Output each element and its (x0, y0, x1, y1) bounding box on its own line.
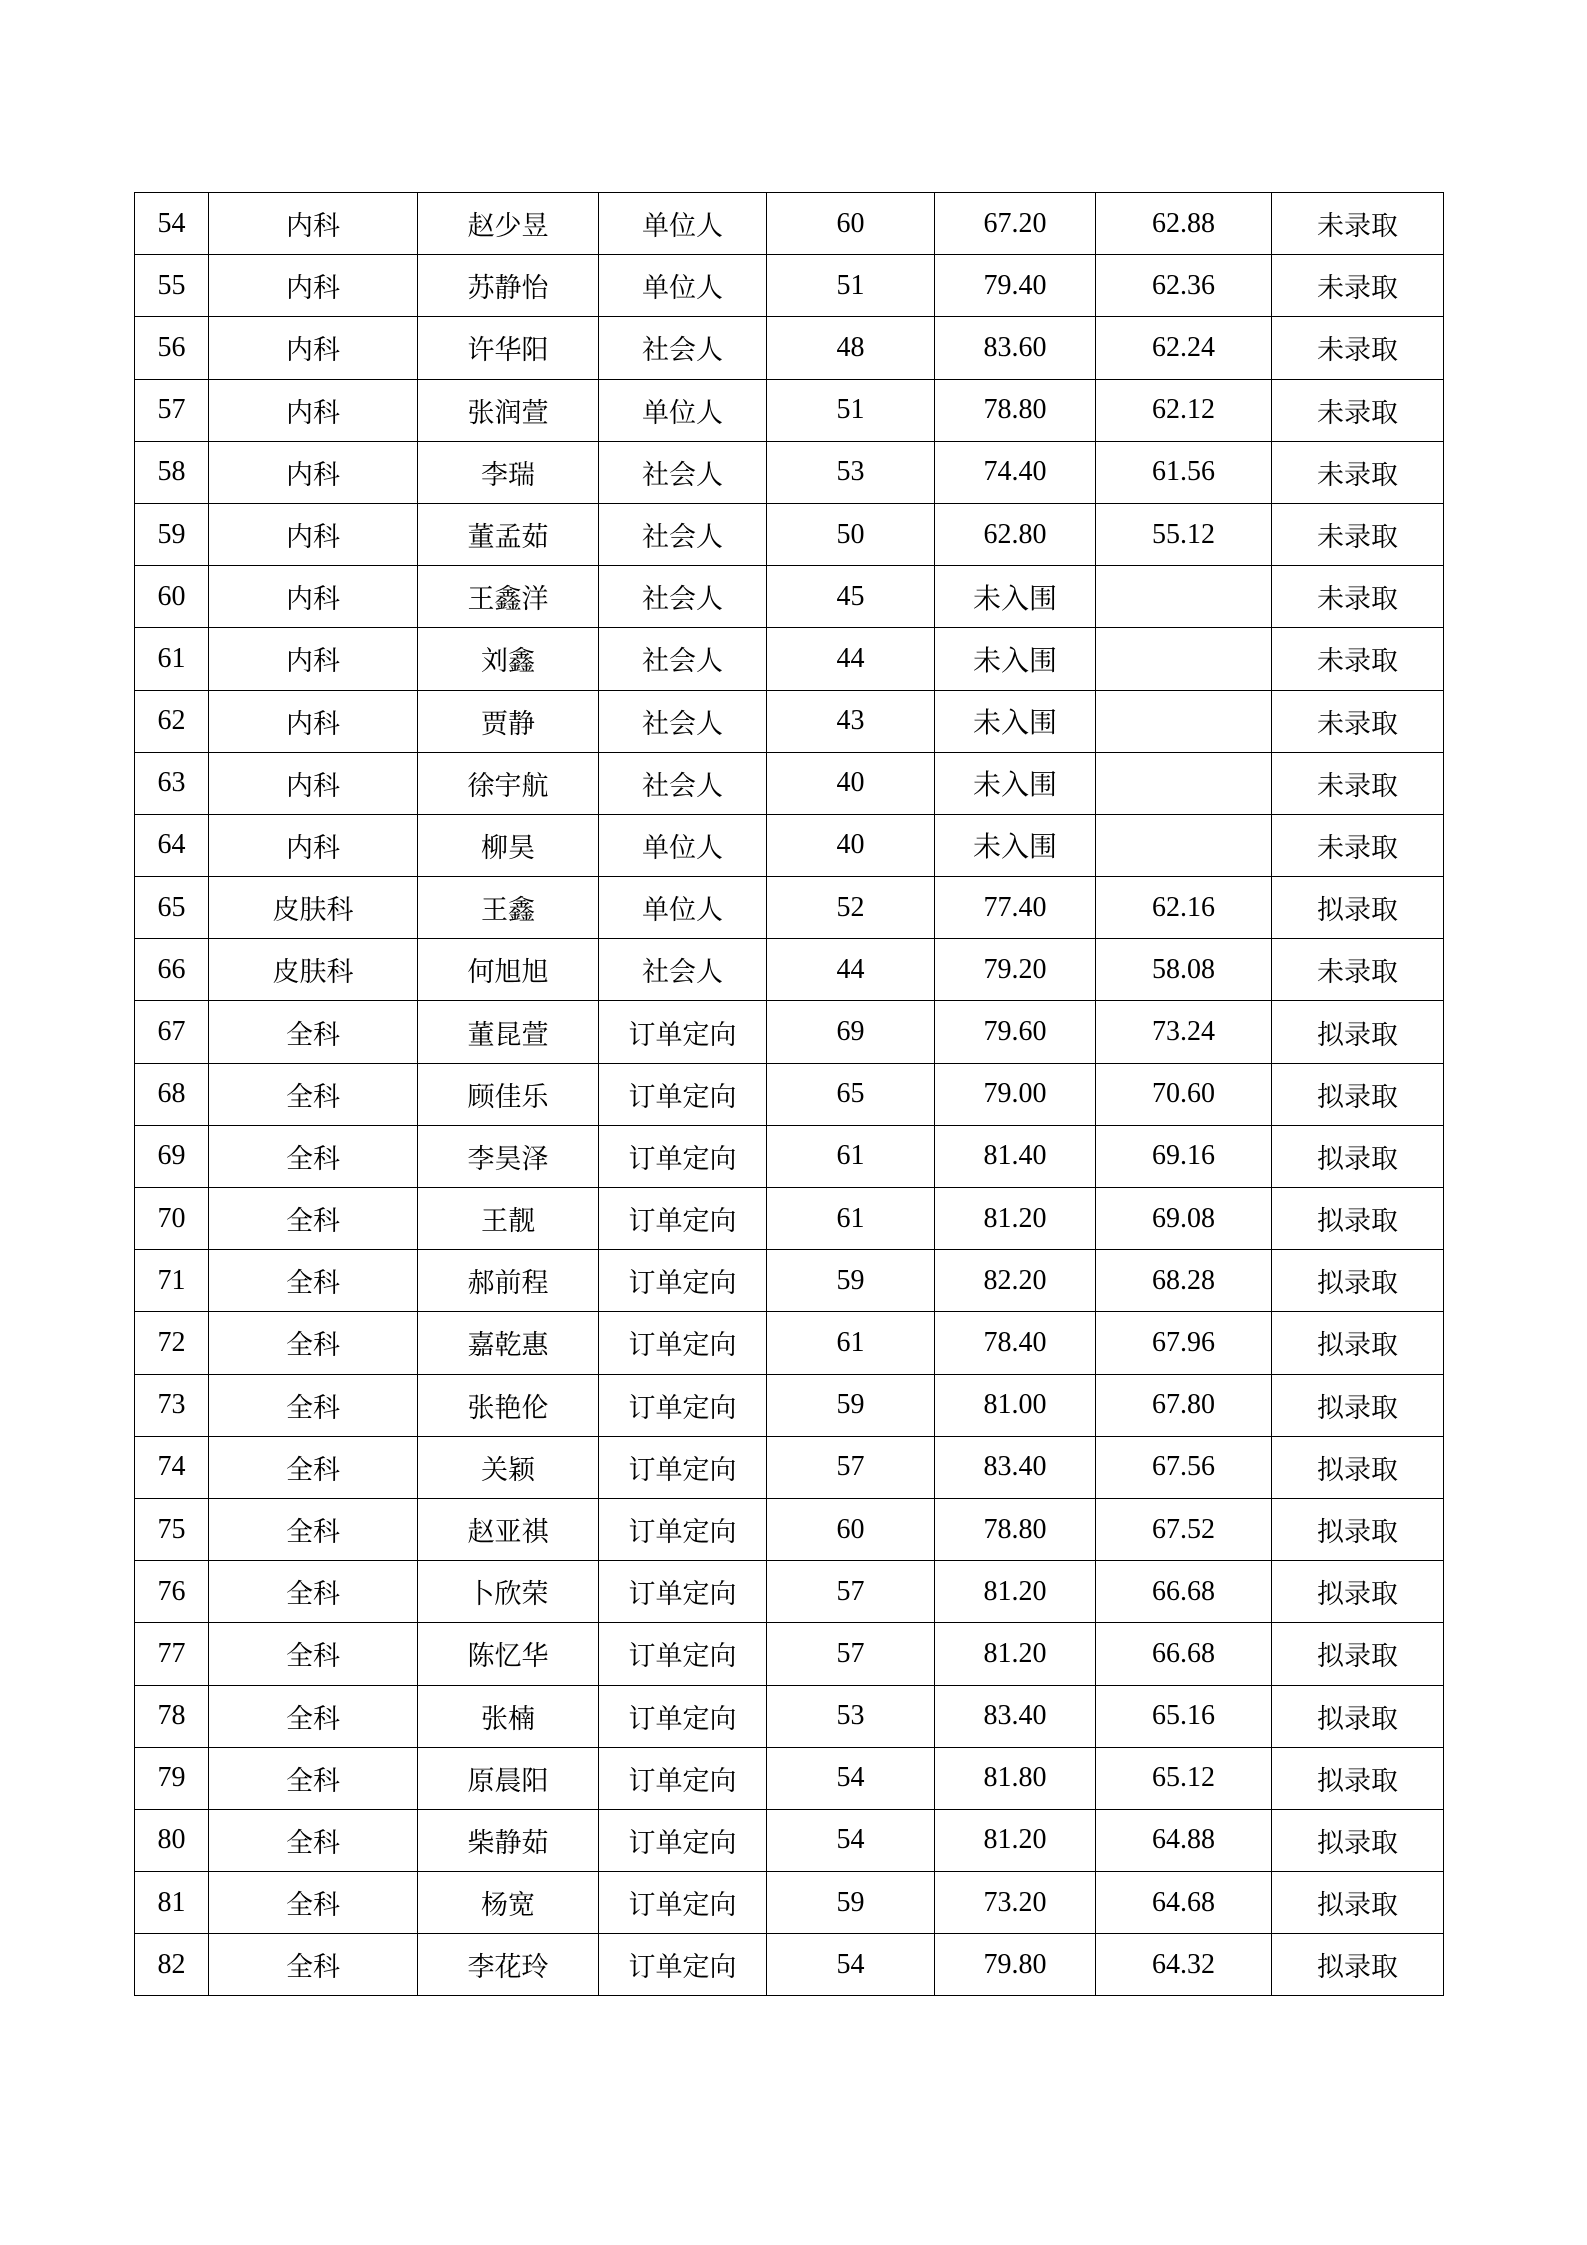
department-cell: 全科 (209, 1809, 418, 1871)
department-cell: 全科 (209, 1250, 418, 1312)
table-row (135, 1001, 1444, 1063)
candidate-name-cell: 柳昊 (418, 814, 599, 876)
written-score-cell: 59 (767, 1250, 935, 1312)
written-score-cell: 59 (767, 1374, 935, 1436)
written-score-cell: 65 (767, 1063, 935, 1125)
candidate-type-cell: 订单定向 (599, 1934, 767, 1996)
interview-score-cell: 79.20 (935, 939, 1096, 1001)
interview-score-cell: 78.80 (935, 379, 1096, 441)
interview-score-cell: 81.20 (935, 1623, 1096, 1685)
total-score-cell: 62.88 (1096, 193, 1272, 255)
table-row (135, 1125, 1444, 1187)
row-number-cell: 67 (135, 1001, 209, 1063)
candidate-type-cell: 单位人 (599, 814, 767, 876)
admission-result-cell: 拟录取 (1272, 1934, 1444, 1996)
candidate-type-cell: 订单定向 (599, 1374, 767, 1436)
candidate-type-cell: 单位人 (599, 379, 767, 441)
total-score-cell: 64.68 (1096, 1872, 1272, 1934)
total-score-cell (1096, 752, 1272, 814)
candidate-type-cell: 社会人 (599, 317, 767, 379)
row-number-cell: 56 (135, 317, 209, 379)
candidate-name-cell: 何旭旭 (418, 939, 599, 1001)
department-cell: 全科 (209, 1125, 418, 1187)
row-number-cell: 54 (135, 193, 209, 255)
total-score-cell: 67.96 (1096, 1312, 1272, 1374)
department-cell: 内科 (209, 503, 418, 565)
total-score-cell: 67.56 (1096, 1436, 1272, 1498)
candidate-type-cell: 单位人 (599, 877, 767, 939)
row-number-cell: 80 (135, 1809, 209, 1871)
written-score-cell: 60 (767, 193, 935, 255)
admission-result-cell: 未录取 (1272, 752, 1444, 814)
total-score-cell: 67.52 (1096, 1498, 1272, 1560)
interview-score-cell: 77.40 (935, 877, 1096, 939)
candidate-name-cell: 李瑞 (418, 441, 599, 503)
total-score-cell: 66.68 (1096, 1561, 1272, 1623)
table-row (135, 1498, 1444, 1560)
written-score-cell: 61 (767, 1188, 935, 1250)
admission-result-cell: 未录取 (1272, 628, 1444, 690)
row-number-cell: 63 (135, 752, 209, 814)
candidate-name-cell: 赵少昱 (418, 193, 599, 255)
table-row (135, 1436, 1444, 1498)
department-cell: 全科 (209, 1188, 418, 1250)
total-score-cell: 69.16 (1096, 1125, 1272, 1187)
candidate-name-cell: 张润萱 (418, 379, 599, 441)
candidate-name-cell: 王靓 (418, 1188, 599, 1250)
row-number-cell: 62 (135, 690, 209, 752)
interview-score-cell: 74.40 (935, 441, 1096, 503)
row-number-cell: 59 (135, 503, 209, 565)
candidate-name-cell: 郝前程 (418, 1250, 599, 1312)
candidate-type-cell: 订单定向 (599, 1685, 767, 1747)
total-score-cell (1096, 566, 1272, 628)
total-score-cell: 66.68 (1096, 1623, 1272, 1685)
row-number-cell: 57 (135, 379, 209, 441)
candidate-type-cell: 订单定向 (599, 1747, 767, 1809)
candidate-name-cell: 陈忆华 (418, 1623, 599, 1685)
table-row (135, 379, 1444, 441)
total-score-cell: 65.16 (1096, 1685, 1272, 1747)
row-number-cell: 78 (135, 1685, 209, 1747)
admission-result-cell: 未录取 (1272, 566, 1444, 628)
interview-score-cell: 79.60 (935, 1001, 1096, 1063)
candidate-name-cell: 嘉乾惠 (418, 1312, 599, 1374)
row-number-cell: 81 (135, 1872, 209, 1934)
interview-score-cell: 79.80 (935, 1934, 1096, 1996)
department-cell: 全科 (209, 1685, 418, 1747)
row-number-cell: 64 (135, 814, 209, 876)
total-score-cell: 62.24 (1096, 317, 1272, 379)
total-score-cell: 64.32 (1096, 1934, 1272, 1996)
written-score-cell: 69 (767, 1001, 935, 1063)
table-row (135, 1934, 1444, 1996)
row-number-cell: 60 (135, 566, 209, 628)
interview-score-cell: 83.40 (935, 1436, 1096, 1498)
department-cell: 全科 (209, 1623, 418, 1685)
total-score-cell (1096, 814, 1272, 876)
candidate-type-cell: 订单定向 (599, 1498, 767, 1560)
table-row (135, 1374, 1444, 1436)
candidate-name-cell: 赵亚祺 (418, 1498, 599, 1560)
department-cell: 全科 (209, 1872, 418, 1934)
interview-score-cell: 未入围 (935, 628, 1096, 690)
admission-result-cell: 拟录取 (1272, 1685, 1444, 1747)
admission-result-cell: 拟录取 (1272, 1498, 1444, 1560)
department-cell: 皮肤科 (209, 939, 418, 1001)
admission-result-cell: 拟录取 (1272, 1623, 1444, 1685)
interview-score-cell: 81.00 (935, 1374, 1096, 1436)
candidate-type-cell: 社会人 (599, 441, 767, 503)
candidate-type-cell: 订单定向 (599, 1188, 767, 1250)
admission-result-cell: 拟录取 (1272, 1436, 1444, 1498)
row-number-cell: 77 (135, 1623, 209, 1685)
department-cell: 全科 (209, 1001, 418, 1063)
written-score-cell: 57 (767, 1561, 935, 1623)
written-score-cell: 61 (767, 1312, 935, 1374)
table-row (135, 1188, 1444, 1250)
candidate-name-cell: 贾静 (418, 690, 599, 752)
written-score-cell: 54 (767, 1747, 935, 1809)
table-row (135, 814, 1444, 876)
admission-result-cell: 未录取 (1272, 255, 1444, 317)
candidate-name-cell: 王鑫洋 (418, 566, 599, 628)
written-score-cell: 60 (767, 1498, 935, 1560)
row-number-cell: 58 (135, 441, 209, 503)
admission-result-cell: 未录取 (1272, 193, 1444, 255)
admission-result-cell: 未录取 (1272, 379, 1444, 441)
admission-result-cell: 未录取 (1272, 503, 1444, 565)
candidate-name-cell: 关颖 (418, 1436, 599, 1498)
candidate-type-cell: 社会人 (599, 752, 767, 814)
candidate-name-cell: 李昊泽 (418, 1125, 599, 1187)
row-number-cell: 72 (135, 1312, 209, 1374)
candidate-type-cell: 社会人 (599, 503, 767, 565)
total-score-cell: 73.24 (1096, 1001, 1272, 1063)
candidate-name-cell: 杨宽 (418, 1872, 599, 1934)
department-cell: 内科 (209, 255, 418, 317)
interview-score-cell: 79.00 (935, 1063, 1096, 1125)
department-cell: 全科 (209, 1374, 418, 1436)
interview-score-cell: 未入围 (935, 690, 1096, 752)
table-row (135, 1809, 1444, 1871)
row-number-cell: 69 (135, 1125, 209, 1187)
table-row (135, 1623, 1444, 1685)
row-number-cell: 66 (135, 939, 209, 1001)
department-cell: 全科 (209, 1747, 418, 1809)
written-score-cell: 44 (767, 628, 935, 690)
interview-score-cell: 81.80 (935, 1747, 1096, 1809)
admission-result-cell: 拟录取 (1272, 1809, 1444, 1871)
total-score-cell: 62.36 (1096, 255, 1272, 317)
written-score-cell: 54 (767, 1934, 935, 1996)
written-score-cell: 40 (767, 752, 935, 814)
candidate-type-cell: 订单定向 (599, 1561, 767, 1623)
table-row (135, 877, 1444, 939)
interview-score-cell: 82.20 (935, 1250, 1096, 1312)
written-score-cell: 51 (767, 255, 935, 317)
department-cell: 内科 (209, 379, 418, 441)
row-number-cell: 79 (135, 1747, 209, 1809)
candidate-name-cell: 董孟茹 (418, 503, 599, 565)
written-score-cell: 40 (767, 814, 935, 876)
written-score-cell: 59 (767, 1872, 935, 1934)
candidate-type-cell: 订单定向 (599, 1125, 767, 1187)
admission-result-cell: 未录取 (1272, 690, 1444, 752)
admission-result-cell: 拟录取 (1272, 1063, 1444, 1125)
candidate-type-cell: 订单定向 (599, 1250, 767, 1312)
written-score-cell: 54 (767, 1809, 935, 1871)
total-score-cell: 61.56 (1096, 441, 1272, 503)
written-score-cell: 48 (767, 317, 935, 379)
interview-score-cell: 83.60 (935, 317, 1096, 379)
department-cell: 全科 (209, 1312, 418, 1374)
interview-score-cell: 未入围 (935, 814, 1096, 876)
written-score-cell: 57 (767, 1623, 935, 1685)
candidate-type-cell: 社会人 (599, 690, 767, 752)
admission-result-cell: 拟录取 (1272, 1001, 1444, 1063)
department-cell: 全科 (209, 1934, 418, 1996)
candidate-name-cell: 顾佳乐 (418, 1063, 599, 1125)
written-score-cell: 53 (767, 441, 935, 503)
admission-result-cell: 拟录取 (1272, 1374, 1444, 1436)
row-number-cell: 73 (135, 1374, 209, 1436)
department-cell: 全科 (209, 1436, 418, 1498)
table-row (135, 1872, 1444, 1934)
table-row (135, 1312, 1444, 1374)
admission-result-cell: 未录取 (1272, 317, 1444, 379)
row-number-cell: 61 (135, 628, 209, 690)
table-row (135, 690, 1444, 752)
admission-result-cell: 未录取 (1272, 814, 1444, 876)
written-score-cell: 53 (767, 1685, 935, 1747)
candidate-type-cell: 订单定向 (599, 1063, 767, 1125)
admission-result-cell: 未录取 (1272, 939, 1444, 1001)
table-row (135, 752, 1444, 814)
interview-score-cell: 78.40 (935, 1312, 1096, 1374)
department-cell: 内科 (209, 690, 418, 752)
written-score-cell: 50 (767, 503, 935, 565)
interview-score-cell: 78.80 (935, 1498, 1096, 1560)
department-cell: 内科 (209, 752, 418, 814)
results-table-body (135, 193, 1444, 1996)
total-score-cell: 69.08 (1096, 1188, 1272, 1250)
candidate-name-cell: 原晨阳 (418, 1747, 599, 1809)
interview-score-cell: 81.20 (935, 1561, 1096, 1623)
interview-score-cell: 81.20 (935, 1809, 1096, 1871)
interview-score-cell: 81.20 (935, 1188, 1096, 1250)
admission-result-cell: 拟录取 (1272, 1188, 1444, 1250)
total-score-cell: 67.80 (1096, 1374, 1272, 1436)
total-score-cell: 70.60 (1096, 1063, 1272, 1125)
table-row (135, 441, 1444, 503)
department-cell: 皮肤科 (209, 877, 418, 939)
department-cell: 内科 (209, 441, 418, 503)
row-number-cell: 65 (135, 877, 209, 939)
table-row (135, 1747, 1444, 1809)
row-number-cell: 68 (135, 1063, 209, 1125)
total-score-cell: 62.12 (1096, 379, 1272, 441)
candidate-type-cell: 社会人 (599, 939, 767, 1001)
candidate-type-cell: 社会人 (599, 566, 767, 628)
interview-score-cell: 81.40 (935, 1125, 1096, 1187)
row-number-cell: 82 (135, 1934, 209, 1996)
total-score-cell: 64.88 (1096, 1809, 1272, 1871)
row-number-cell: 76 (135, 1561, 209, 1623)
candidate-type-cell: 单位人 (599, 255, 767, 317)
table-row (135, 939, 1444, 1001)
written-score-cell: 51 (767, 379, 935, 441)
candidate-type-cell: 订单定向 (599, 1436, 767, 1498)
written-score-cell: 57 (767, 1436, 935, 1498)
candidate-name-cell: 王鑫 (418, 877, 599, 939)
total-score-cell: 62.16 (1096, 877, 1272, 939)
table-row (135, 317, 1444, 379)
table-row (135, 255, 1444, 317)
candidate-name-cell: 刘鑫 (418, 628, 599, 690)
row-number-cell: 75 (135, 1498, 209, 1560)
table-row (135, 1685, 1444, 1747)
interview-score-cell: 79.40 (935, 255, 1096, 317)
interview-score-cell: 83.40 (935, 1685, 1096, 1747)
written-score-cell: 44 (767, 939, 935, 1001)
admission-result-cell: 拟录取 (1272, 1747, 1444, 1809)
admission-result-cell: 拟录取 (1272, 1872, 1444, 1934)
interview-score-cell: 未入围 (935, 566, 1096, 628)
table-row (135, 1250, 1444, 1312)
admission-result-cell: 拟录取 (1272, 877, 1444, 939)
candidate-type-cell: 订单定向 (599, 1001, 767, 1063)
candidate-name-cell: 李花玲 (418, 1934, 599, 1996)
written-score-cell: 61 (767, 1125, 935, 1187)
department-cell: 全科 (209, 1063, 418, 1125)
total-score-cell: 58.08 (1096, 939, 1272, 1001)
candidate-type-cell: 订单定向 (599, 1312, 767, 1374)
department-cell: 全科 (209, 1498, 418, 1560)
department-cell: 内科 (209, 814, 418, 876)
row-number-cell: 71 (135, 1250, 209, 1312)
candidate-type-cell: 单位人 (599, 193, 767, 255)
admission-result-cell: 拟录取 (1272, 1125, 1444, 1187)
row-number-cell: 70 (135, 1188, 209, 1250)
total-score-cell: 55.12 (1096, 503, 1272, 565)
candidate-name-cell: 董昆萱 (418, 1001, 599, 1063)
department-cell: 内科 (209, 566, 418, 628)
admission-result-cell: 拟录取 (1272, 1250, 1444, 1312)
candidate-name-cell: 苏静怡 (418, 255, 599, 317)
total-score-cell (1096, 690, 1272, 752)
total-score-cell: 65.12 (1096, 1747, 1272, 1809)
interview-score-cell: 未入围 (935, 752, 1096, 814)
row-number-cell: 74 (135, 1436, 209, 1498)
written-score-cell: 52 (767, 877, 935, 939)
table-row (135, 193, 1444, 255)
candidate-type-cell: 订单定向 (599, 1623, 767, 1685)
interview-score-cell: 62.80 (935, 503, 1096, 565)
written-score-cell: 43 (767, 690, 935, 752)
candidate-name-cell: 徐宇航 (418, 752, 599, 814)
department-cell: 全科 (209, 1561, 418, 1623)
row-number-cell: 55 (135, 255, 209, 317)
department-cell: 内科 (209, 193, 418, 255)
department-cell: 内科 (209, 317, 418, 379)
table-row (135, 628, 1444, 690)
total-score-cell (1096, 628, 1272, 690)
admission-result-cell: 拟录取 (1272, 1561, 1444, 1623)
total-score-cell: 68.28 (1096, 1250, 1272, 1312)
admission-result-cell: 拟录取 (1272, 1312, 1444, 1374)
written-score-cell: 45 (767, 566, 935, 628)
interview-score-cell: 67.20 (935, 193, 1096, 255)
candidate-name-cell: 张楠 (418, 1685, 599, 1747)
table-row (135, 1063, 1444, 1125)
table-row (135, 1561, 1444, 1623)
candidate-type-cell: 订单定向 (599, 1809, 767, 1871)
results-table (134, 192, 1444, 1996)
admission-result-cell: 未录取 (1272, 441, 1444, 503)
table-row (135, 503, 1444, 565)
interview-score-cell: 73.20 (935, 1872, 1096, 1934)
candidate-name-cell: 张艳伦 (418, 1374, 599, 1436)
candidate-type-cell: 订单定向 (599, 1872, 767, 1934)
candidate-name-cell: 许华阳 (418, 317, 599, 379)
department-cell: 内科 (209, 628, 418, 690)
table-row (135, 566, 1444, 628)
candidate-name-cell: 柴静茹 (418, 1809, 599, 1871)
candidate-type-cell: 社会人 (599, 628, 767, 690)
candidate-name-cell: 卜欣荣 (418, 1561, 599, 1623)
